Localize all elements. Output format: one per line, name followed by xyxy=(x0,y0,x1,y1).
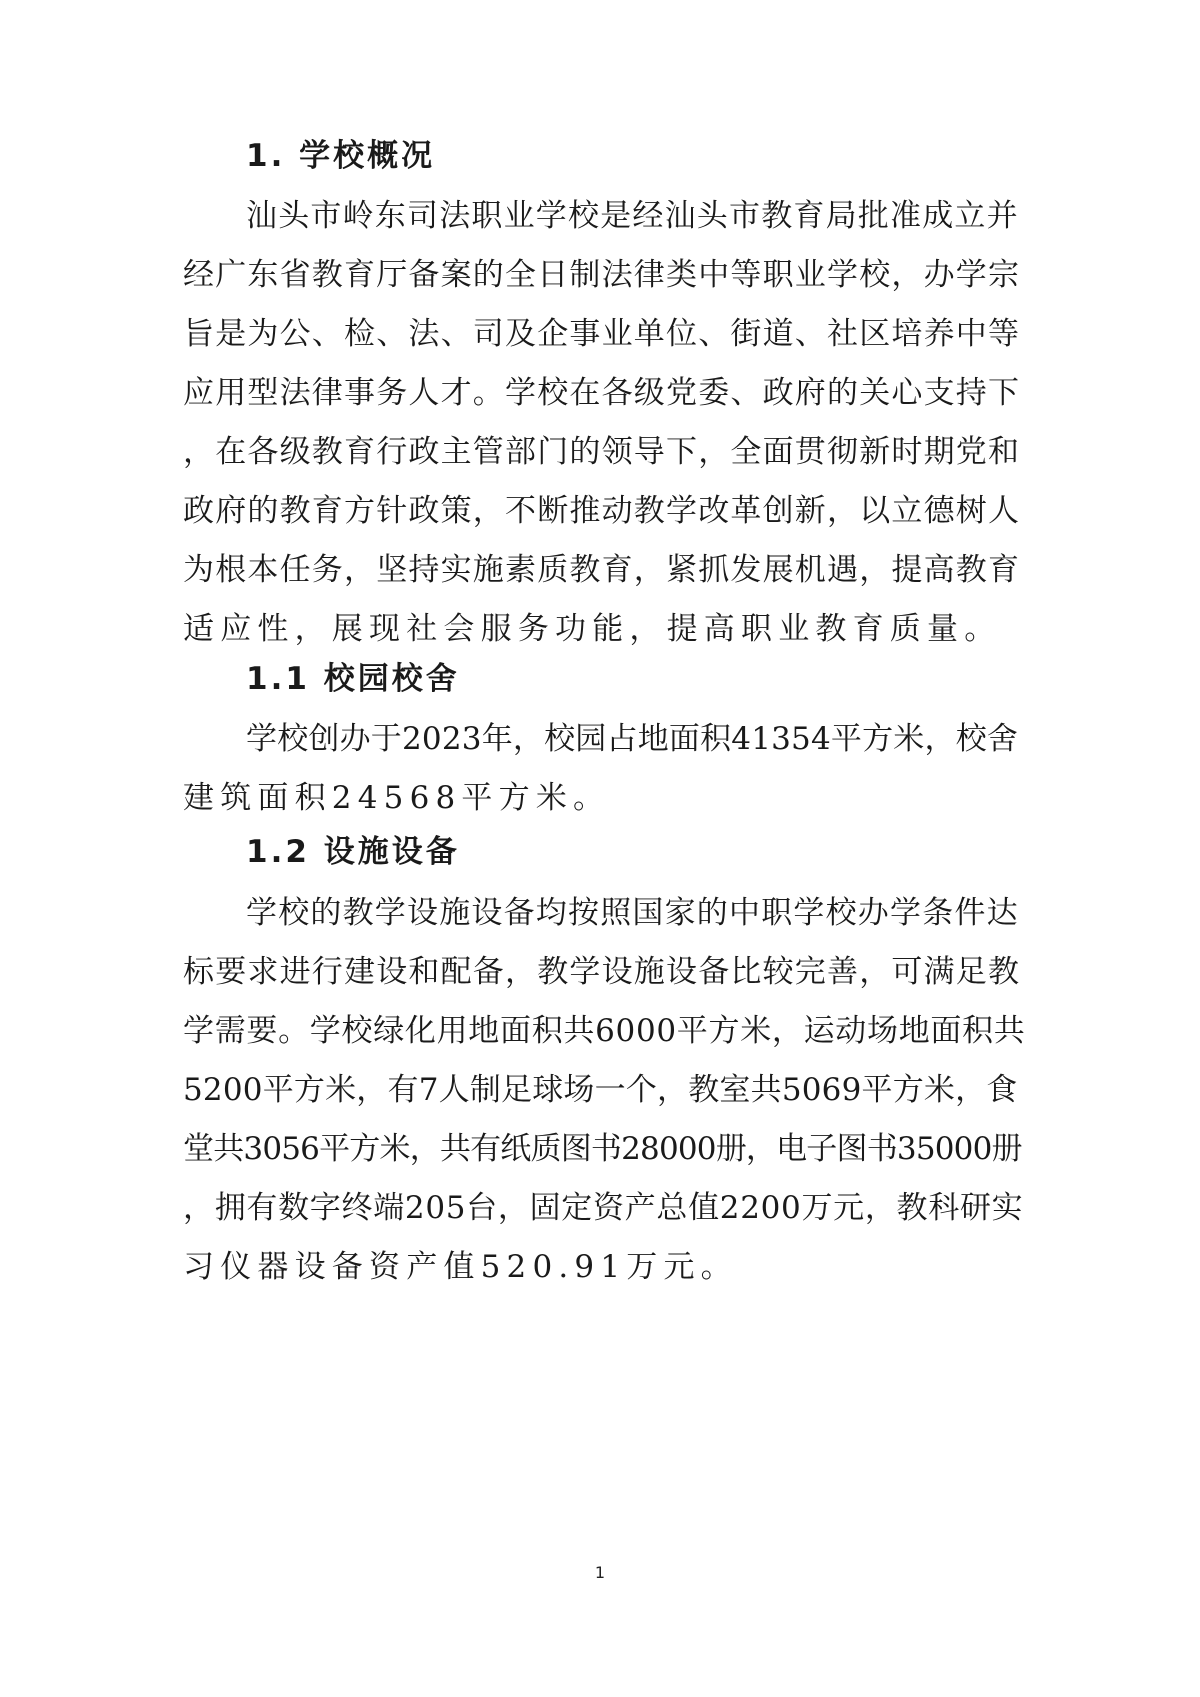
paragraph-line: 汕头市岭东司法职业学校是经汕头市教育局批准成立并 xyxy=(246,198,1019,234)
paragraph-line: 政府的教育方针政策，不断推动教学改革创新，以立德树人 xyxy=(183,493,1021,529)
paragraph-line: 经广东省教育厅备案的全日制法律类中等职业学校，办学宗 xyxy=(183,257,1021,293)
section-heading-school-overview: 1. 学校概况 xyxy=(246,138,436,174)
paragraph-line: 标要求进行建设和配备，教学设施设备比较完善，可满足教 xyxy=(183,954,1021,990)
paragraph-line: 建筑面积24568平方米。 xyxy=(183,780,611,816)
paragraph-line: 适应性，展现社会服务功能，提高职业教育质量。 xyxy=(183,611,1002,647)
paragraph-line: 为根本任务，坚持实施素质教育，紧抓发展机遇，提高教育 xyxy=(183,552,1021,588)
paragraph-line: 应用型法律事务人才。学校在各级党委、政府的关心支持下 xyxy=(183,375,1021,411)
section-heading-campus-buildings: 1.1 校园校舍 xyxy=(246,661,460,697)
paragraph-line: 旨是为公、检、法、司及企事业单位、街道、社区培养中等 xyxy=(183,316,1021,352)
page-number: 1 xyxy=(594,1563,606,1582)
paragraph-line: ，在各级教育行政主管部门的领导下，全面贯彻新时期党和 xyxy=(183,434,1021,470)
section-heading-facilities-equipment: 1.2 设施设备 xyxy=(246,834,460,870)
paragraph-line: 学校的教学设施设备均按照国家的中职学校办学条件达 xyxy=(246,895,1019,931)
paragraph-line: 5200平方米，有7人制足球场一个，教室共5069平方米，食 xyxy=(183,1072,1018,1108)
paragraph-line: 堂共3056平方米，共有纸质图书28000册，电子图书35000册 xyxy=(183,1131,1022,1167)
paragraph-line: 习仪器设备资产值520.91万元。 xyxy=(183,1249,738,1285)
paragraph-line: 学校创办于2023年，校园占地面积41354平方米，校舍 xyxy=(246,721,1019,757)
paragraph-line: 学需要。学校绿化用地面积共6000平方米，运动场地面积共 xyxy=(183,1013,1026,1049)
paragraph-line: ，拥有数字终端205台，固定资产总值2200万元，教科研实 xyxy=(183,1190,1024,1226)
